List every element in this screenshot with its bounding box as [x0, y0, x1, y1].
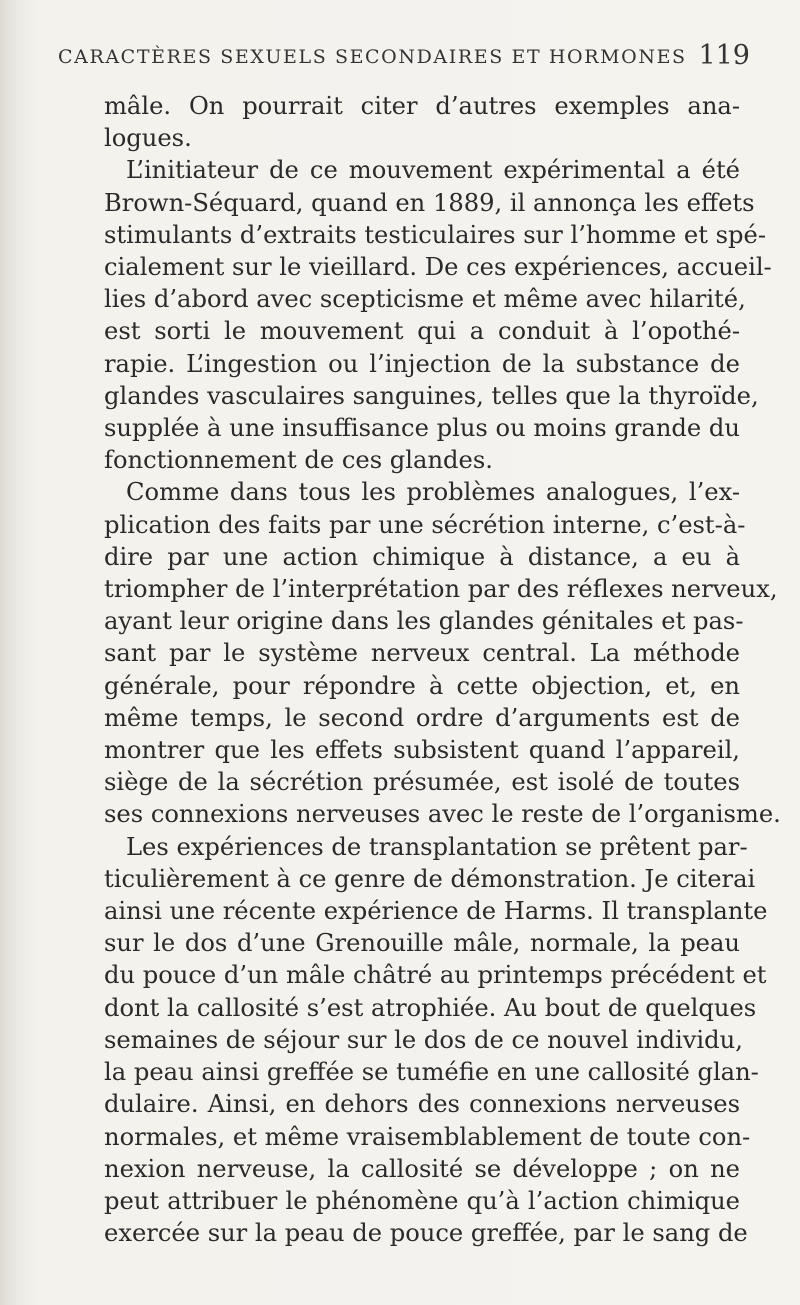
text-line: la peau ainsi greffée se tuméfie en une callosité glan- — [104, 1058, 759, 1087]
text-line: mâle. On pourrait citer d’autres exemples ana- — [104, 92, 740, 120]
text-line: siège de la sécrétion présumée, est isolé de toutes — [104, 768, 740, 797]
text-line: fonctionnement de ces glandes. — [104, 446, 493, 475]
text-line: glandes vasculaires sanguines, telles que la thyroïde, — [104, 381, 759, 410]
text-line: ses connexions nerveuses avec le reste de l’organisme. — [104, 800, 781, 829]
text-line: peut attribuer le phénomène qu’à l’action chimique — [104, 1186, 740, 1215]
running-head: CARACTÈRES SEXUELS SECONDAIRES ET HORMONES — [58, 46, 687, 68]
text-line: est sorti le mouvement qui a conduit à l’opothé- — [104, 317, 740, 346]
text-line: semaines de séjour sur le dos de ce nouvel individu, — [104, 1025, 743, 1054]
text-line: même temps, le second ordre d’arguments est de — [104, 703, 740, 732]
text-line: dulaire. Ainsi, en dehors des connexions nerveuses — [104, 1090, 740, 1119]
text-line: montrer que les effets subsistent quand l’appareil, — [104, 736, 740, 765]
text-line: stimulants d’extraits testiculaires sur l’homme et spé- — [104, 220, 767, 249]
text-line: logues. — [104, 124, 192, 153]
text-line: sant par le système nerveux central. La méthode — [104, 639, 740, 668]
text-line: plication des faits par une sécrétion interne, c’est-à- — [104, 510, 746, 539]
text-line: Comme dans tous les problèmes analogues, l’ex- — [126, 478, 740, 507]
text-line: rapie. L’ingestion ou l’injection de la substance de — [104, 349, 740, 378]
text-line: dont la callosité s’est atrophiée. Au bout de quelques — [104, 993, 757, 1022]
text-line: dire par une action chimique à distance, a eu à — [104, 542, 740, 571]
text-line: du pouce d’un mâle châtré au printemps précédent et — [104, 961, 767, 990]
text-line: ainsi une récente expérience de Harms. Il transplante — [104, 897, 768, 926]
text-line: Les expériences de transplantation se prêtent par- — [126, 832, 748, 861]
text-line: supplée à une insuffisance plus ou moins grande du — [104, 414, 740, 443]
text-line: Brown-Séquard, quand en 1889, il annonça les effets — [104, 188, 755, 217]
page-number: 119 — [698, 40, 750, 71]
text-line: ayant leur origine dans les glandes génitales et pas- — [104, 607, 744, 636]
text-line: normales, et même vraisemblablement de toute con- — [104, 1122, 751, 1151]
text-line: ticulièrement à ce genre de démonstration. Je citerai — [104, 864, 756, 893]
text-line: générale, pour répondre à cette objection, et, en — [104, 671, 740, 700]
body-text — [104, 90, 781, 1249]
page-header — [58, 40, 750, 80]
text-line: exercée sur la peau de pouce greffée, par le sang de — [104, 1219, 748, 1248]
text-line: sur le dos d’une Grenouille mâle, normale, la peau — [104, 929, 740, 958]
text-line: cialement sur le vieillard. De ces expériences, accueil- — [104, 253, 772, 282]
text-line: triompher de l’interprétation par des réflexes nerveux, — [104, 575, 778, 604]
text-line: L’initiateur de ce mouvement expérimental a été — [126, 156, 740, 185]
text-line: lies d’abord avec scepticisme et même avec hilarité, — [104, 285, 746, 314]
text-line: nexion nerveuse, la callosité se développe ; on ne — [104, 1154, 740, 1183]
